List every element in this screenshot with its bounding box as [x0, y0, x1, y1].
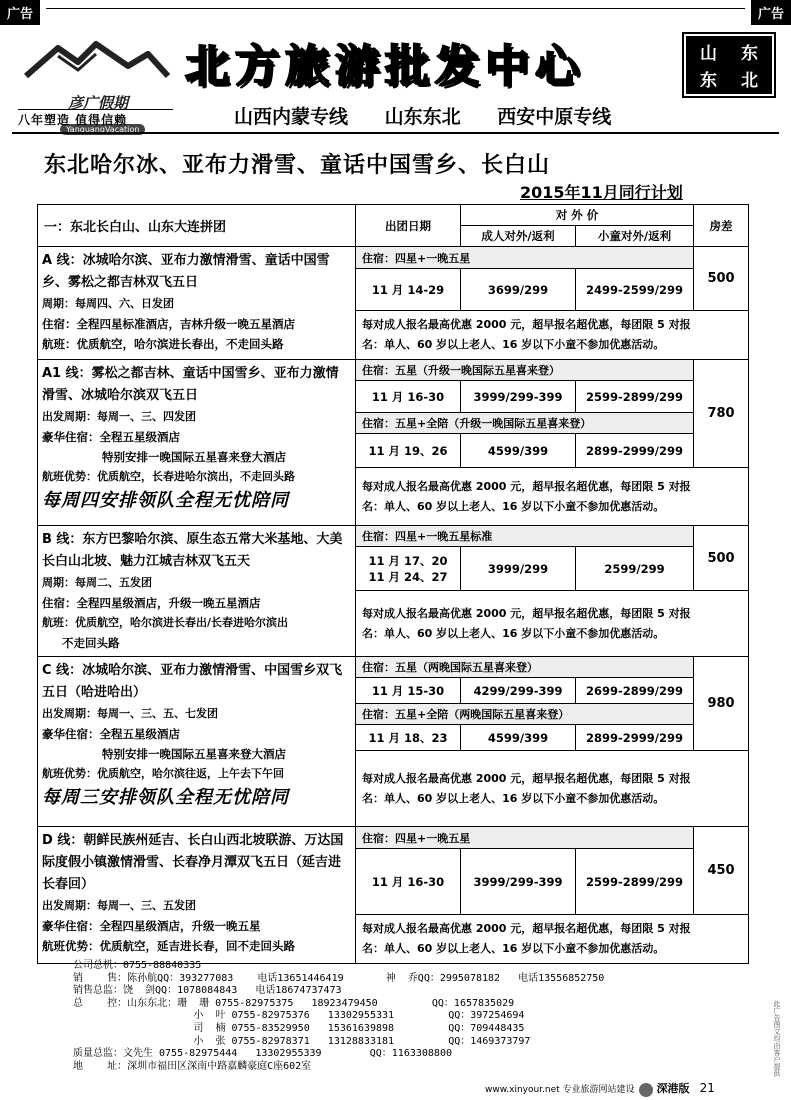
- badge-char: 东: [741, 44, 758, 64]
- hotel-info: 住宿：五星（升级一晚国际五星喜来登）: [356, 360, 694, 381]
- route-a1: [38, 360, 356, 526]
- offer-note: [356, 915, 749, 964]
- footer-line: 小 叶 0755-82975376 13302955331 QQ：397254694: [73, 1010, 525, 1022]
- route-stay: 住宿：全程四星级酒店，升级一晚五星酒店: [42, 596, 261, 610]
- departure-date: 11 月 16-30: [356, 381, 461, 413]
- footer-line: 销 售：陈孙航QQ：393277083 电话13651446419 神 乔QQ：2995078182 电话13556852750: [73, 972, 605, 984]
- footer-line: 销售总监：饶 剑QQ：1078084843 电话18674737473: [73, 985, 342, 997]
- hotel-info: 住宿：五星（两晚国际五星喜来登）: [356, 657, 694, 678]
- site-text: www.xinyour.net 专业旅游网站建设: [485, 1085, 635, 1095]
- side-note: 此广告图文均由客户提供: [773, 1000, 781, 1077]
- date-line: 11 月 17、20: [368, 553, 448, 568]
- route-stay: 住宿：全程四星标准酒店，吉林升级一晚五星酒店: [42, 317, 295, 331]
- page-number: 21: [699, 1081, 715, 1095]
- note-line: 每对成人报名最高优惠 2000 元，超早报名超优惠，每团限 5 对报: [362, 479, 691, 493]
- escort-promo: 每周四安排领队全程无忧陪同: [42, 490, 289, 511]
- child-price: 2599/299: [576, 547, 694, 591]
- note-line: 名：单人、60 岁以上老人、16 岁以下小童不参加优惠活动。: [362, 338, 665, 351]
- route-flight: 航班优势：优质航空，长春进哈尔滨出，不走回头路: [42, 470, 295, 483]
- tour-table: [37, 204, 749, 964]
- departure-date: 11 月 18、23: [356, 725, 461, 751]
- header-rule: [12, 132, 779, 134]
- ad-label-left: 广告: [0, 0, 40, 25]
- note-line: 每对成人报名最高优惠 2000 元，超早报名超优惠，每团限 5 对报: [362, 922, 691, 935]
- seal-icon: [639, 1083, 653, 1097]
- room-diff: 500: [694, 247, 749, 311]
- departure-date: 11 月 16-30: [356, 849, 461, 915]
- region-badge: [686, 36, 772, 94]
- route-c: [38, 657, 356, 827]
- note-line: 每对成人报名最高优惠 2000 元，超早报名超优惠，每团限 5 对报: [362, 771, 691, 785]
- room-diff: 450: [694, 827, 749, 915]
- note-line: 名：单人、60 岁以上老人、16 岁以下小童不参加优惠活动。: [362, 791, 665, 805]
- footer-line: 地 址：深圳市福田区深南中路嘉麟豪庭C座602室: [73, 1060, 312, 1072]
- brand-slogan: 八年塑造 值得信赖: [18, 113, 128, 127]
- route-title: A1 线：雾松之都吉林、童话中国雪乡、亚布力激情滑雪、冰城哈尔滨双飞五日: [42, 366, 339, 403]
- child-price: 2499-2599/299: [576, 269, 694, 311]
- hotel-info: 住宿：四星+一晚五星标准: [356, 526, 694, 547]
- route-title: A 线：冰城哈尔滨、亚布力激情滑雪、童话中国雪乡、雾松之都吉林双飞五日: [42, 253, 330, 290]
- route-flight: 航班优势：优质航空，延吉进长春，回不走回头路: [42, 939, 295, 953]
- badge-char: 山: [700, 44, 717, 64]
- room-diff: 780: [694, 360, 749, 468]
- route-flight: 航班：优质航空，哈尔滨进长春出，不走回头路: [42, 337, 284, 351]
- edition: 深港版: [656, 1082, 690, 1095]
- hotel-info: 住宿：四星+一晚五星: [356, 247, 694, 269]
- footer-line: 小 张 0755-82978371 13128833181 QQ：1469373797: [73, 1035, 531, 1047]
- departure-date: 11 月 15-30: [356, 678, 461, 704]
- route-stay-extra: 特别安排一晚国际五星喜来登大酒店: [102, 747, 286, 761]
- footer-line: 总 控：山东东北：珊 珊 0755-82975375 18923479450 QQ：1657835029: [73, 997, 515, 1009]
- child-price: 2599-2899/299: [576, 381, 694, 413]
- adult-price: 4599/399: [461, 434, 576, 468]
- route-stay: 豪华住宿：全程五星级酒店: [42, 727, 180, 741]
- headline: 东北哈尔冰、亚布力滑雪、童话中国雪乡、长白山: [44, 153, 551, 178]
- note-line: 名：单人、60 岁以上老人、16 岁以下小童不参加优惠活动。: [362, 499, 665, 513]
- route-a: [38, 247, 356, 360]
- plan-title: 2015年11月同行计划: [520, 183, 683, 202]
- note-line: 名：单人、60 岁以上老人、16 岁以下小童不参加优惠活动。: [362, 942, 665, 955]
- badge-char: 北: [741, 71, 758, 91]
- child-price: 2599-2899/299: [576, 849, 694, 915]
- note-line: 每对成人报名最高优惠 2000 元，超早报名超优惠，每团限 5 对报: [362, 606, 691, 620]
- route-title: C 线：冰城哈尔滨、亚布力激情滑雪、中国雪乡双飞五日（哈进哈出）: [42, 663, 343, 700]
- adult-price: 3699/299: [461, 269, 576, 311]
- section-title: 一：东北长白山、山东大连拼团: [38, 205, 356, 247]
- route-flight: 航班优势：优质航空，哈尔滨往返，上午去下午回: [42, 767, 284, 780]
- departure-date: 11 月 14-29: [356, 269, 461, 311]
- route-flight: 航班：优质航空，哈尔滨进长春出/长春进哈尔滨出: [42, 616, 289, 629]
- adult-price: 4599/399: [461, 725, 576, 751]
- child-price: 2899-2999/299: [576, 434, 694, 468]
- adult-price: 3999/299-399: [461, 849, 576, 915]
- date-line: 11 月 24、27: [368, 569, 448, 584]
- adult-price: 4299/299-399: [461, 678, 576, 704]
- route-period: 出发周期：每周一、三、四发团: [42, 410, 196, 423]
- contact-footer: [73, 960, 721, 1073]
- offer-note: [356, 311, 749, 360]
- route-title: B 线：东方巴黎哈尔滨、原生态五常大米基地、大美长白山北坡、魅力江城吉林双飞五天: [42, 532, 343, 569]
- route-flight-extra: 不走回头路: [62, 636, 120, 650]
- adult-price: 3999/299: [461, 547, 576, 591]
- footer-line: 司 楠 0755-83529950 15361639898 QQ：709448435: [73, 1022, 525, 1034]
- route-b: [38, 526, 356, 657]
- route-period: 出发周期：每周一、三、五发团: [42, 899, 196, 912]
- col-adult: 成人对外/返利: [461, 226, 576, 247]
- room-diff: 500: [694, 526, 749, 591]
- offer-note: [356, 468, 749, 526]
- footer-line: 质量总监：文先生 0755-82975444 13302955339 QQ：1163308800: [73, 1048, 452, 1060]
- company-title: 北方旅游批发中心: [185, 41, 585, 92]
- route-period: 周期：每周四、六、日发团: [42, 297, 174, 310]
- ad-label-right: 广告: [751, 0, 791, 25]
- col-date: 出团日期: [356, 205, 461, 247]
- offer-note: [356, 751, 749, 827]
- adult-price: 3999/299-399: [461, 381, 576, 413]
- special-lines: 山西内蒙专线 山东东北 西安中原专线: [234, 106, 612, 128]
- header-divider: [46, 8, 745, 9]
- child-price: 2699-2899/299: [576, 678, 694, 704]
- hotel-info: 住宿：五星+全陪（升级一晚国际五星喜来登）: [356, 413, 694, 434]
- col-child: 小童对外/返利: [576, 226, 694, 247]
- route-stay-extra: 特别安排一晚国际五星喜来登大酒店: [102, 450, 286, 464]
- col-diff: 房差: [694, 205, 749, 247]
- badge-char: 东: [700, 71, 717, 91]
- route-stay: 豪华住宿：全程五星级酒店: [42, 430, 180, 444]
- route-period: 周期：每周二、五发团: [42, 576, 152, 589]
- child-price: 2899-2999/299: [576, 725, 694, 751]
- departure-date: [356, 547, 461, 591]
- route-d: [38, 827, 356, 964]
- departure-date: 11 月 19、26: [356, 434, 461, 468]
- footer-line: 公司总机：0755-88840335: [73, 960, 202, 971]
- offer-note: [356, 591, 749, 657]
- brand-name: 彦广假期: [68, 94, 129, 112]
- route-period: 出发周期：每周一、三、五、七发团: [42, 707, 218, 720]
- hotel-info: 住宿：五星+全陪（两晚国际五星喜来登）: [356, 704, 694, 725]
- page-footer: [485, 1080, 715, 1097]
- note-line: 名：单人、60 岁以上老人、16 岁以下小童不参加优惠活动。: [362, 626, 665, 640]
- brand-name-en: YanguangVacation: [60, 124, 145, 135]
- hotel-info: 住宿：四星+一晚五星: [356, 827, 694, 849]
- escort-promo: 每周三安排领队全程无忧陪同: [42, 787, 289, 808]
- room-diff: 980: [694, 657, 749, 751]
- route-stay: 豪华住宿：全程四星级酒店，升级一晚五星: [42, 919, 261, 933]
- col-price: 对 外 价: [461, 205, 694, 226]
- route-title: D 线：朝鲜民族州延吉、长白山西北坡联游、万达国际度假小镇激情滑雪、长春净月潭双飞五日（延吉进长春回）: [42, 833, 344, 892]
- note-line: 每对成人报名最高优惠 2000 元，超早报名超优惠，每团限 5 对报: [362, 318, 691, 331]
